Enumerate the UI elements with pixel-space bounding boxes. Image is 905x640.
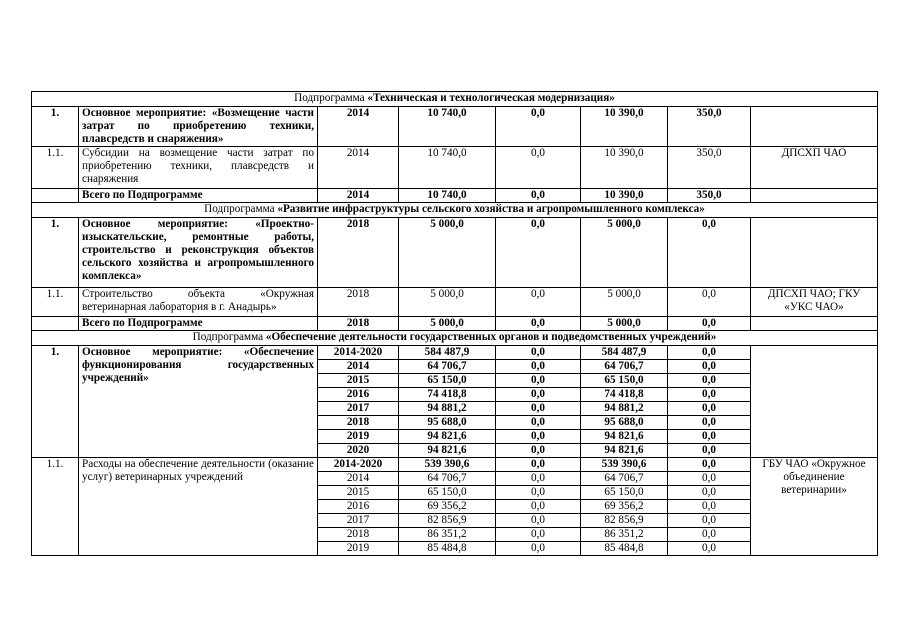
executor: ГБУ ЧАО «Окружное объединение ветеринарии» bbox=[751, 458, 878, 556]
table-row: 1.1. Строительство объекта «Окружная ветеринарная лаборатория в г. Анадырь» 2018 5 000,0 0,0 5 000,0 0,0 ДПСХП ЧАО; ГКУ «УКС ЧАО» bbox=[32, 288, 878, 317]
table-row: 2014 64 706,7 0,0 64 706,7 0,0 bbox=[32, 360, 878, 374]
measure-name: Расходы на обеспечение деятельности (оказание услуг) ветеринарных учреждений bbox=[79, 458, 318, 556]
section-header: Подпрограмма «Обеспечение деятельности государственных органов и подведомственных учреждений» bbox=[32, 331, 878, 346]
table-row: 2020 94 821,6 0,0 94 821,6 0,0 bbox=[32, 444, 878, 458]
total-row: Всего по Подпрограмме 2018 5 000,0 0,0 5 000,0 0,0 bbox=[32, 317, 878, 331]
table-row: 2019 85 484,8 0,0 85 484,8 0,0 bbox=[32, 542, 878, 556]
table-row: 2014 64 706,7 0,0 64 706,7 0,0 bbox=[32, 472, 878, 486]
table-row: 2017 82 856,9 0,0 82 856,9 0,0 bbox=[32, 514, 878, 528]
total-row: Всего по Подпрограмме 2014 10 740,0 0,0 10 390,0 350,0 bbox=[32, 189, 878, 203]
section-title: «Развитие инфраструктуры сельского хозяйства и агропромышленного комплекса» bbox=[277, 203, 705, 215]
table-row: 2016 69 356,2 0,0 69 356,2 0,0 bbox=[32, 500, 878, 514]
table-row: 2017 94 881,2 0,0 94 881,2 0,0 bbox=[32, 402, 878, 416]
table-row: 2019 94 821,6 0,0 94 821,6 0,0 bbox=[32, 430, 878, 444]
table-row: 2018 86 351,2 0,0 86 351,2 0,0 bbox=[32, 528, 878, 542]
measure-name: Строительство объекта «Окружная ветеринарная лаборатория в г. Анадырь» bbox=[79, 288, 318, 317]
measure-name: Основное мероприятие: «Обеспечение функционирования государственных учреждений» bbox=[79, 346, 318, 458]
table-row: 1. Основное мероприятие: «Обеспечение функционирования государственных учреждений» 2014-2020 584 487,9 0,0 584 487,9 0,0 bbox=[32, 346, 878, 360]
measure-name: Основное мероприятие: «Возмещение части затрат по приобретению техники, плавсредств и снаряжения» bbox=[79, 107, 318, 147]
table-row: 1.1. Расходы на обеспечение деятельности (оказание услуг) ветеринарных учреждений 2014-2020 539 390,6 0,0 539 390,6 0,0 ГБУ ЧАО «Окружное объединение ветеринарии» bbox=[32, 458, 878, 472]
table-row: 2015 65 150,0 0,0 65 150,0 0,0 bbox=[32, 486, 878, 500]
table-row: 2018 95 688,0 0,0 95 688,0 0,0 bbox=[32, 416, 878, 430]
table-row: 1. Основное мероприятие: «Возмещение части затрат по приобретению техники, плавсредств и снаряжения» 2014 10 740,0 0,0 10 390,0 350,0 bbox=[32, 107, 878, 147]
measure-name: Основное мероприятие: «Проектно-изыскательские, ремонтные работы, строительство и реконструкция объектов сельского хозяйства и агропромышленного комплекса» bbox=[79, 218, 318, 288]
section-header: Подпрограмма «Развитие инфраструктуры сельского хозяйства и агропромышленного комплекса» bbox=[32, 203, 878, 218]
table-row: 1. Основное мероприятие: «Проектно-изыскательские, ремонтные работы, строительство и реконструкция объектов сельского хозяйства и агропромышленного комплекса» 2018 5 000,0 0,0 5 000,0 0,0 bbox=[32, 218, 878, 288]
executor: ДПСХП ЧАО; ГКУ «УКС ЧАО» bbox=[751, 288, 878, 317]
table-row: 1.1. Субсидии на возмещение части затрат по приобретению техники, плавсредств и снаряжения 2014 10 740,0 0,0 10 390,0 350,0 ДПСХП ЧАО bbox=[32, 147, 878, 189]
measure-name: Субсидии на возмещение части затрат по приобретению техники, плавсредств и снаряжения bbox=[79, 147, 318, 189]
budget-table bbox=[31, 91, 878, 556]
section-header: Подпрограмма «Техническая и технологическая модернизация» bbox=[32, 92, 878, 107]
section-title: «Обеспечение деятельности государственных органов и подведомственных учреждений» bbox=[265, 331, 717, 343]
table-row: 2015 65 150,0 0,0 65 150,0 0,0 bbox=[32, 374, 878, 388]
executor: ДПСХП ЧАО bbox=[751, 147, 878, 189]
table-row: 2016 74 418,8 0,0 74 418,8 0,0 bbox=[32, 388, 878, 402]
section-title: «Техническая и технологическая модернизация» bbox=[367, 92, 615, 104]
